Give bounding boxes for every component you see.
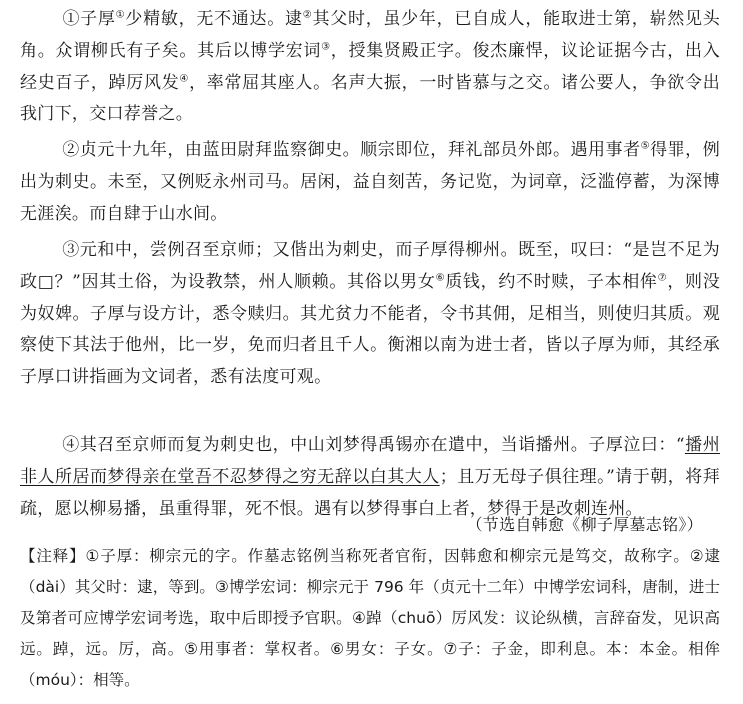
footnote-marker: ④: [179, 72, 190, 84]
annotations: [20, 541, 720, 696]
text-segment: 质钱，约不时赎，子本相侔: [445, 271, 658, 292]
text-segment: ，则没为奴婢。子厚与设方计，悉令赎归。其尤贫力不能者，令书其佣，足相当，则使归其质。观察使下其法于他州，比一岁，免而归者且千人。衡湘以南为进士者，皆以子厚为师，其经承子厚口讲指画为文词者，悉有法度可观。: [20, 271, 721, 388]
text-segment: 得罪，例出为刺史。未至，又例贬永州司马。居闲，益自刻苦，务记览，为词章，泛滥停蓄，为深博无涯涘。而自肆于山水间。: [20, 140, 721, 224]
paragraph-3: [20, 235, 720, 394]
footnote-marker: ③: [321, 41, 331, 53]
text-segment: ，率常屈其座人。名声大振，一时皆慕与之交。诸公要人，争欲令出我门下，交口荐誉之。: [20, 72, 721, 125]
footnote-marker: ①: [115, 9, 126, 21]
text-segment: ③元和中，尝例召至京师；又偕出为刺史，而子厚得柳州。既至，叹曰：“是岂不足为政□？”因其土俗，为设教禁，州人顺赖。其俗以男女: [20, 240, 720, 292]
underlined-sentence: 播州非人所居而梦得亲在堂吾不忍梦得之穷无辞以白其大人: [20, 435, 720, 487]
footnote-marker: ⑥: [435, 272, 446, 284]
footnote-marker: ⑦: [657, 272, 668, 284]
paragraph-1: [20, 4, 720, 131]
text-segment: 其父时，虽少年，已自成人，能取进士第，崭然见头角。众谓柳氏有子矣。其后以博学宏词: [20, 9, 721, 61]
source-citation: （节选自韩愈《柳子厚墓志铭》）: [466, 515, 703, 534]
footnote-marker: ②: [302, 9, 313, 21]
footnote-marker: ⑤: [640, 140, 651, 152]
text-segment: ①子厚: [62, 9, 116, 29]
text-segment: ②贞元十九年，由蓝田尉拜监察御史。顺宗即位，拜礼部员外郎。遇用事者: [62, 140, 641, 160]
notes-text: ①子厚：柳宗元的字。作墓志铭例当称死者官衔，因韩愈和柳宗元是笃交，故称字。②逮（dài）其父时：逮，等到。③博学宏词：柳宗元于 796 年（贞元十二年）中博学宏词科，唐制，进士及第者可应博学宏词考选，取中后即授予官职。④踔（chuō）厉风发：议论纵横，言辞奋发，见识高远。踔，远。厉，高。⑤用事者：掌权者。⑥男女：子女。⑦子：子金，即利息。本：本金。相侔（móu）：相等。: [20, 547, 720, 689]
text-segment: 少精敏，无不通达。逮: [125, 9, 303, 29]
text-segment: ，授集贤殿正字。俊杰廉悍，议论证据今古，出入经史百子，踔厉风发: [20, 40, 721, 93]
text-segment: ；且万无母子俱往理。”请于朝，将拜疏，愿以柳易播，虽重得罪，死不恨。遇有以梦得事白上者，梦得于是改刺连州。: [20, 466, 720, 519]
text-segment: ④其召至京师而复为刺史也，中山刘梦得禹锡亦在遣中，当诣播州。子厚泣曰：“: [62, 435, 685, 455]
notes-label: 【注释】: [20, 547, 86, 565]
paragraph-2: [20, 135, 720, 230]
